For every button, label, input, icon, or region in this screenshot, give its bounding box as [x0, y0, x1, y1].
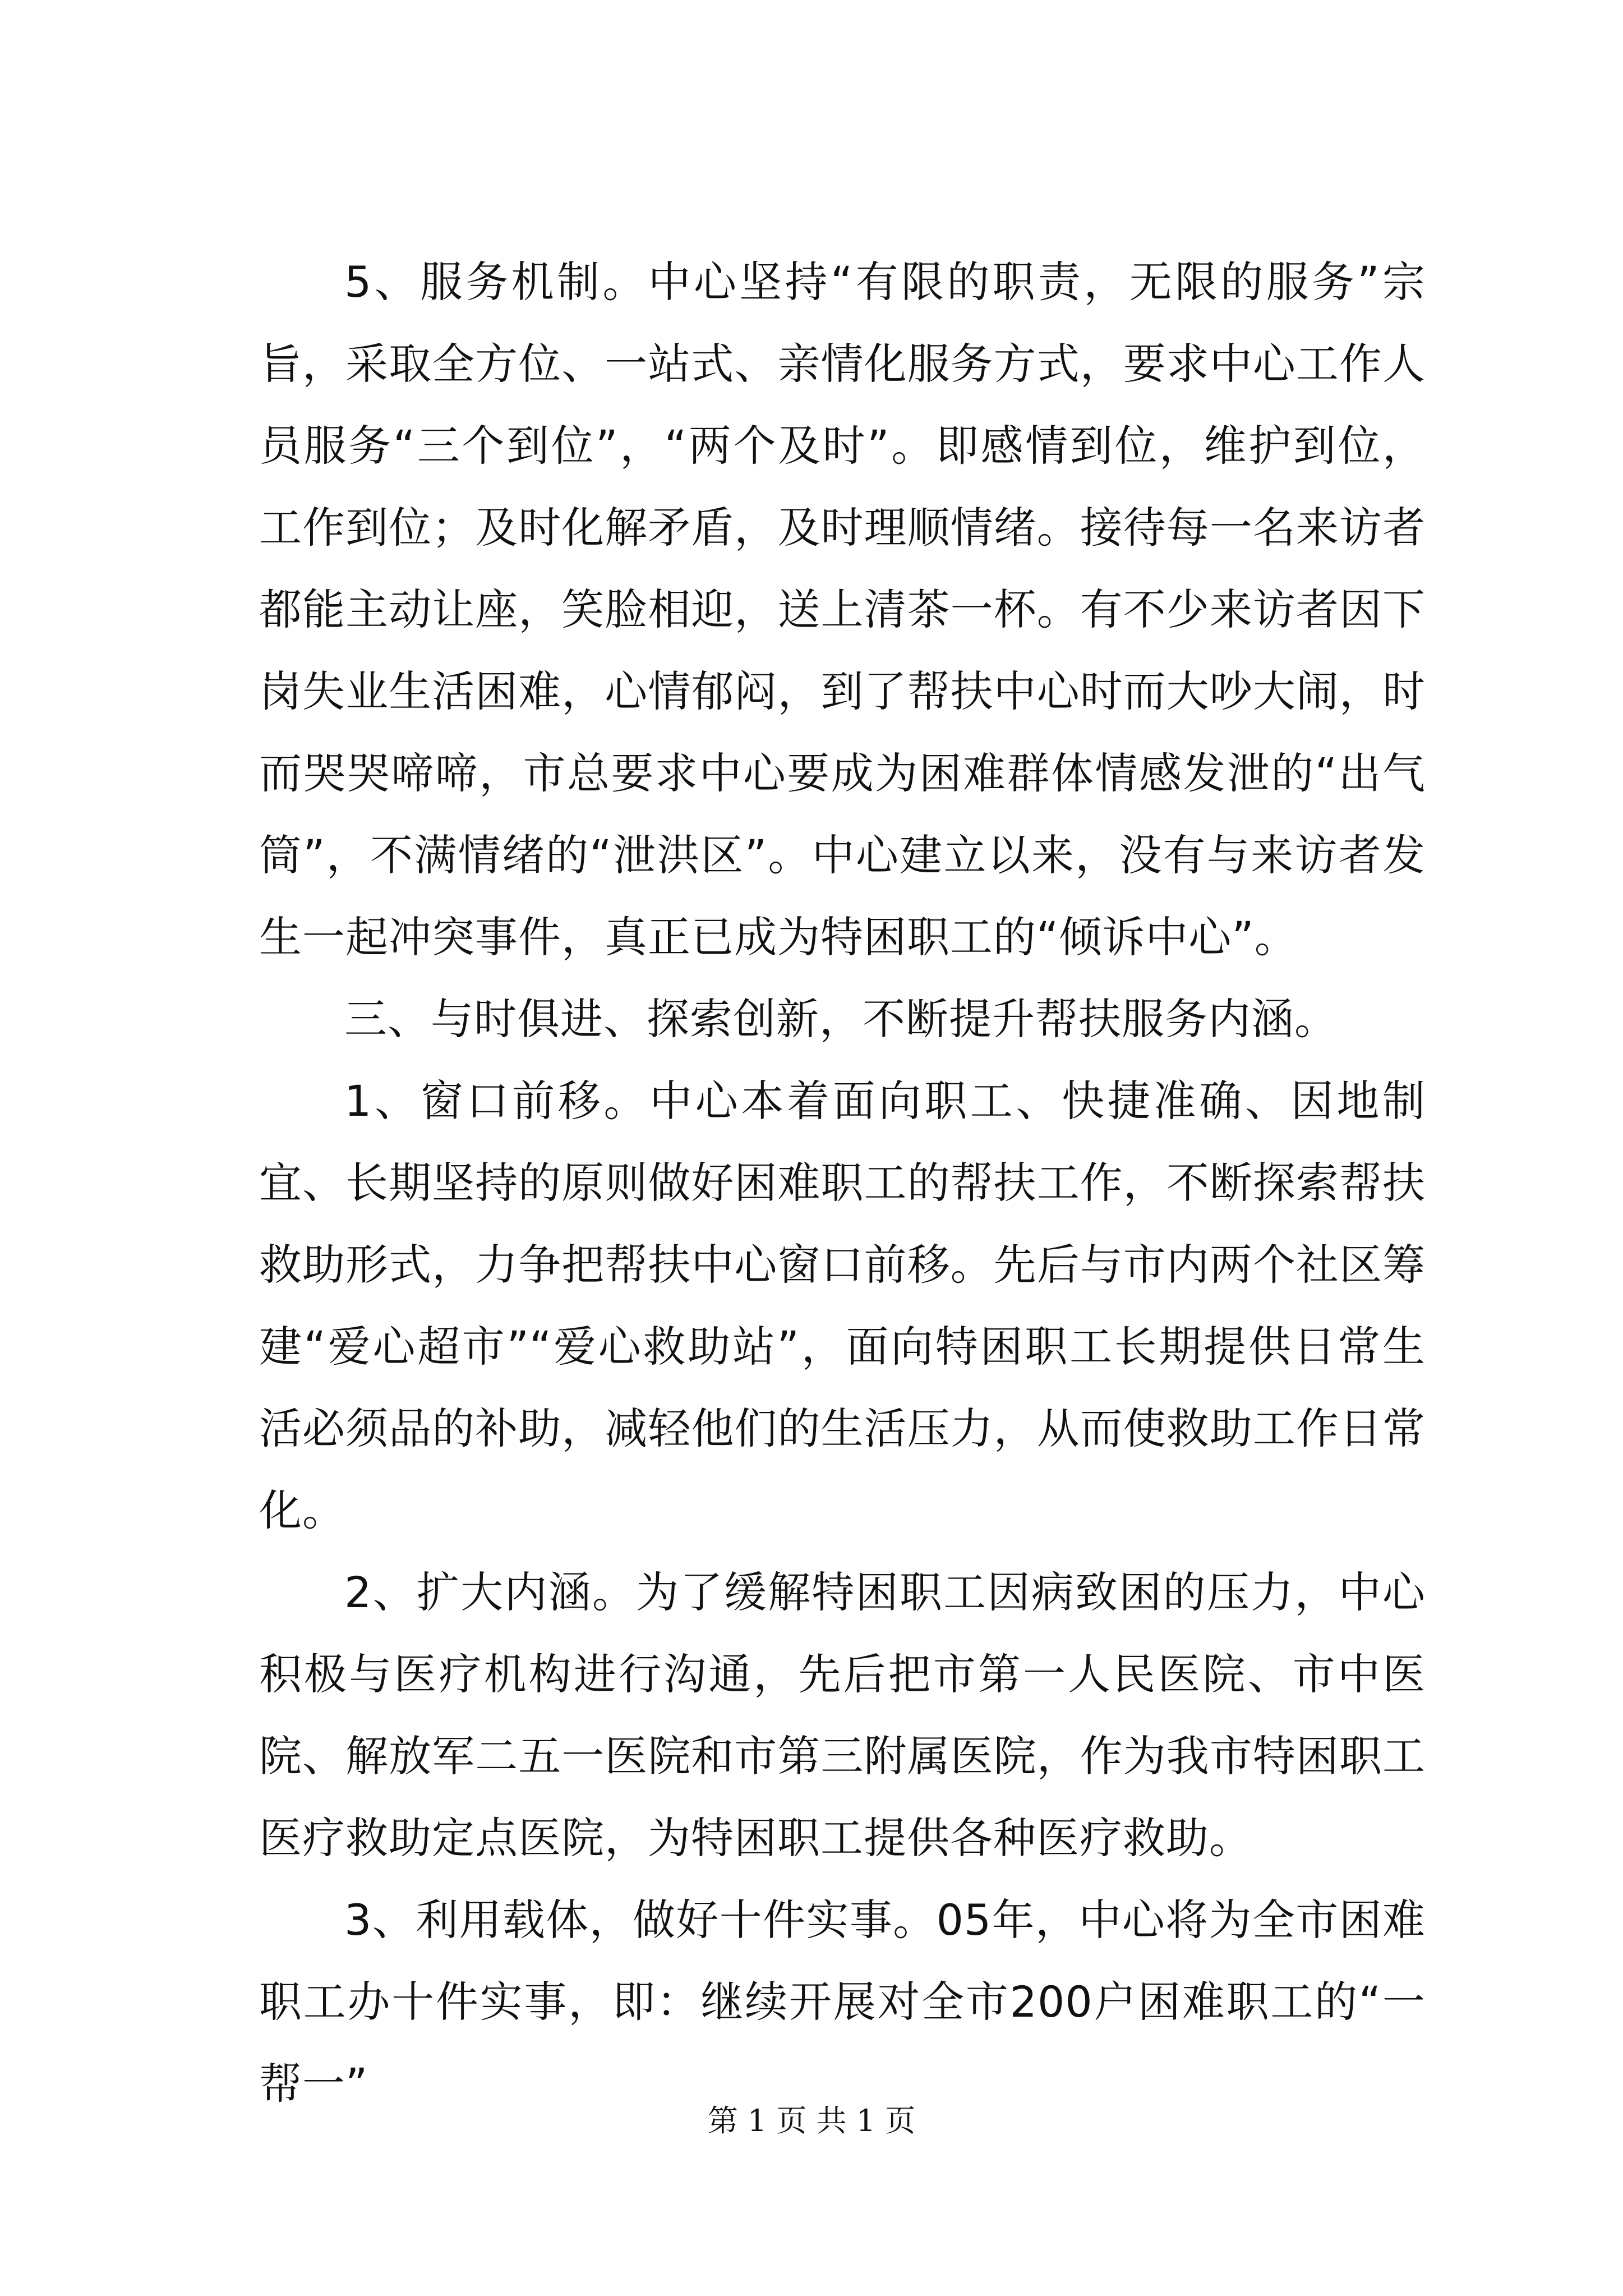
- section-heading-innovation: 三、与时俱进、探索创新，不断提升帮扶服务内涵。: [344, 994, 1338, 1044]
- paragraph-service-mechanism: 5、服务机制。中心坚持“有限的职责，无限的服务”宗旨，采取全方位、一站式、亲情化服务方式，要求中心工作人员服务“三个到位”，“两个及时”。即感情到位，维护到位，工作到位；及时化解矛盾，及时理顺情绪。接待每一名来访者都能主动让座，笑脸相迎，送上清茶一杯。有不少来访者因下岗失业生活困难，心情郁闷，到了帮扶中心时而大吵大闹，时而哭哭啼啼，市总要求中心要成为困难群体情感发泄的“出气筒”，不满情绪的“泄洪区”。中心建立以来，没有与来访者发生一起冲突事件，真正已成为特困职工的“倾诉中心”。: [259, 257, 1426, 962]
- page-footer: 第 1 页 共 1 页: [707, 2103, 916, 2138]
- paragraph-window-forward: 1、窗口前移。中心本着面向职工、快捷准确、因地制宜、长期坚持的原则做好困难职工的帮扶工作，不断探索帮扶救助形式，力争把帮扶中心窗口前移。先后与市内两个社区筹建“爱心超市”“爱心救助站”，面向特困职工长期提供日常生活必须品的补助，减轻他们的生活压力，从而使救助工作日常化。: [259, 1076, 1426, 1535]
- paragraph-ten-practical-things: 3、利用载体，做好十件实事。05年，中心将为全市困难职工办十件实事，即：继续开展对全市200户困难职工的“一帮一”: [259, 1895, 1426, 2109]
- document-body: [259, 241, 1426, 2125]
- paragraph-expand-connotation: 2、扩大内涵。为了缓解特困职工因病致困的压力，中心积极与医疗机构进行沟通，先后把市第一人民医院、市中医院、解放军二五一医院和市第三附属医院，作为我市特困职工医疗救助定点医院，为特困职工提供各种医疗救助。: [259, 1567, 1426, 1863]
